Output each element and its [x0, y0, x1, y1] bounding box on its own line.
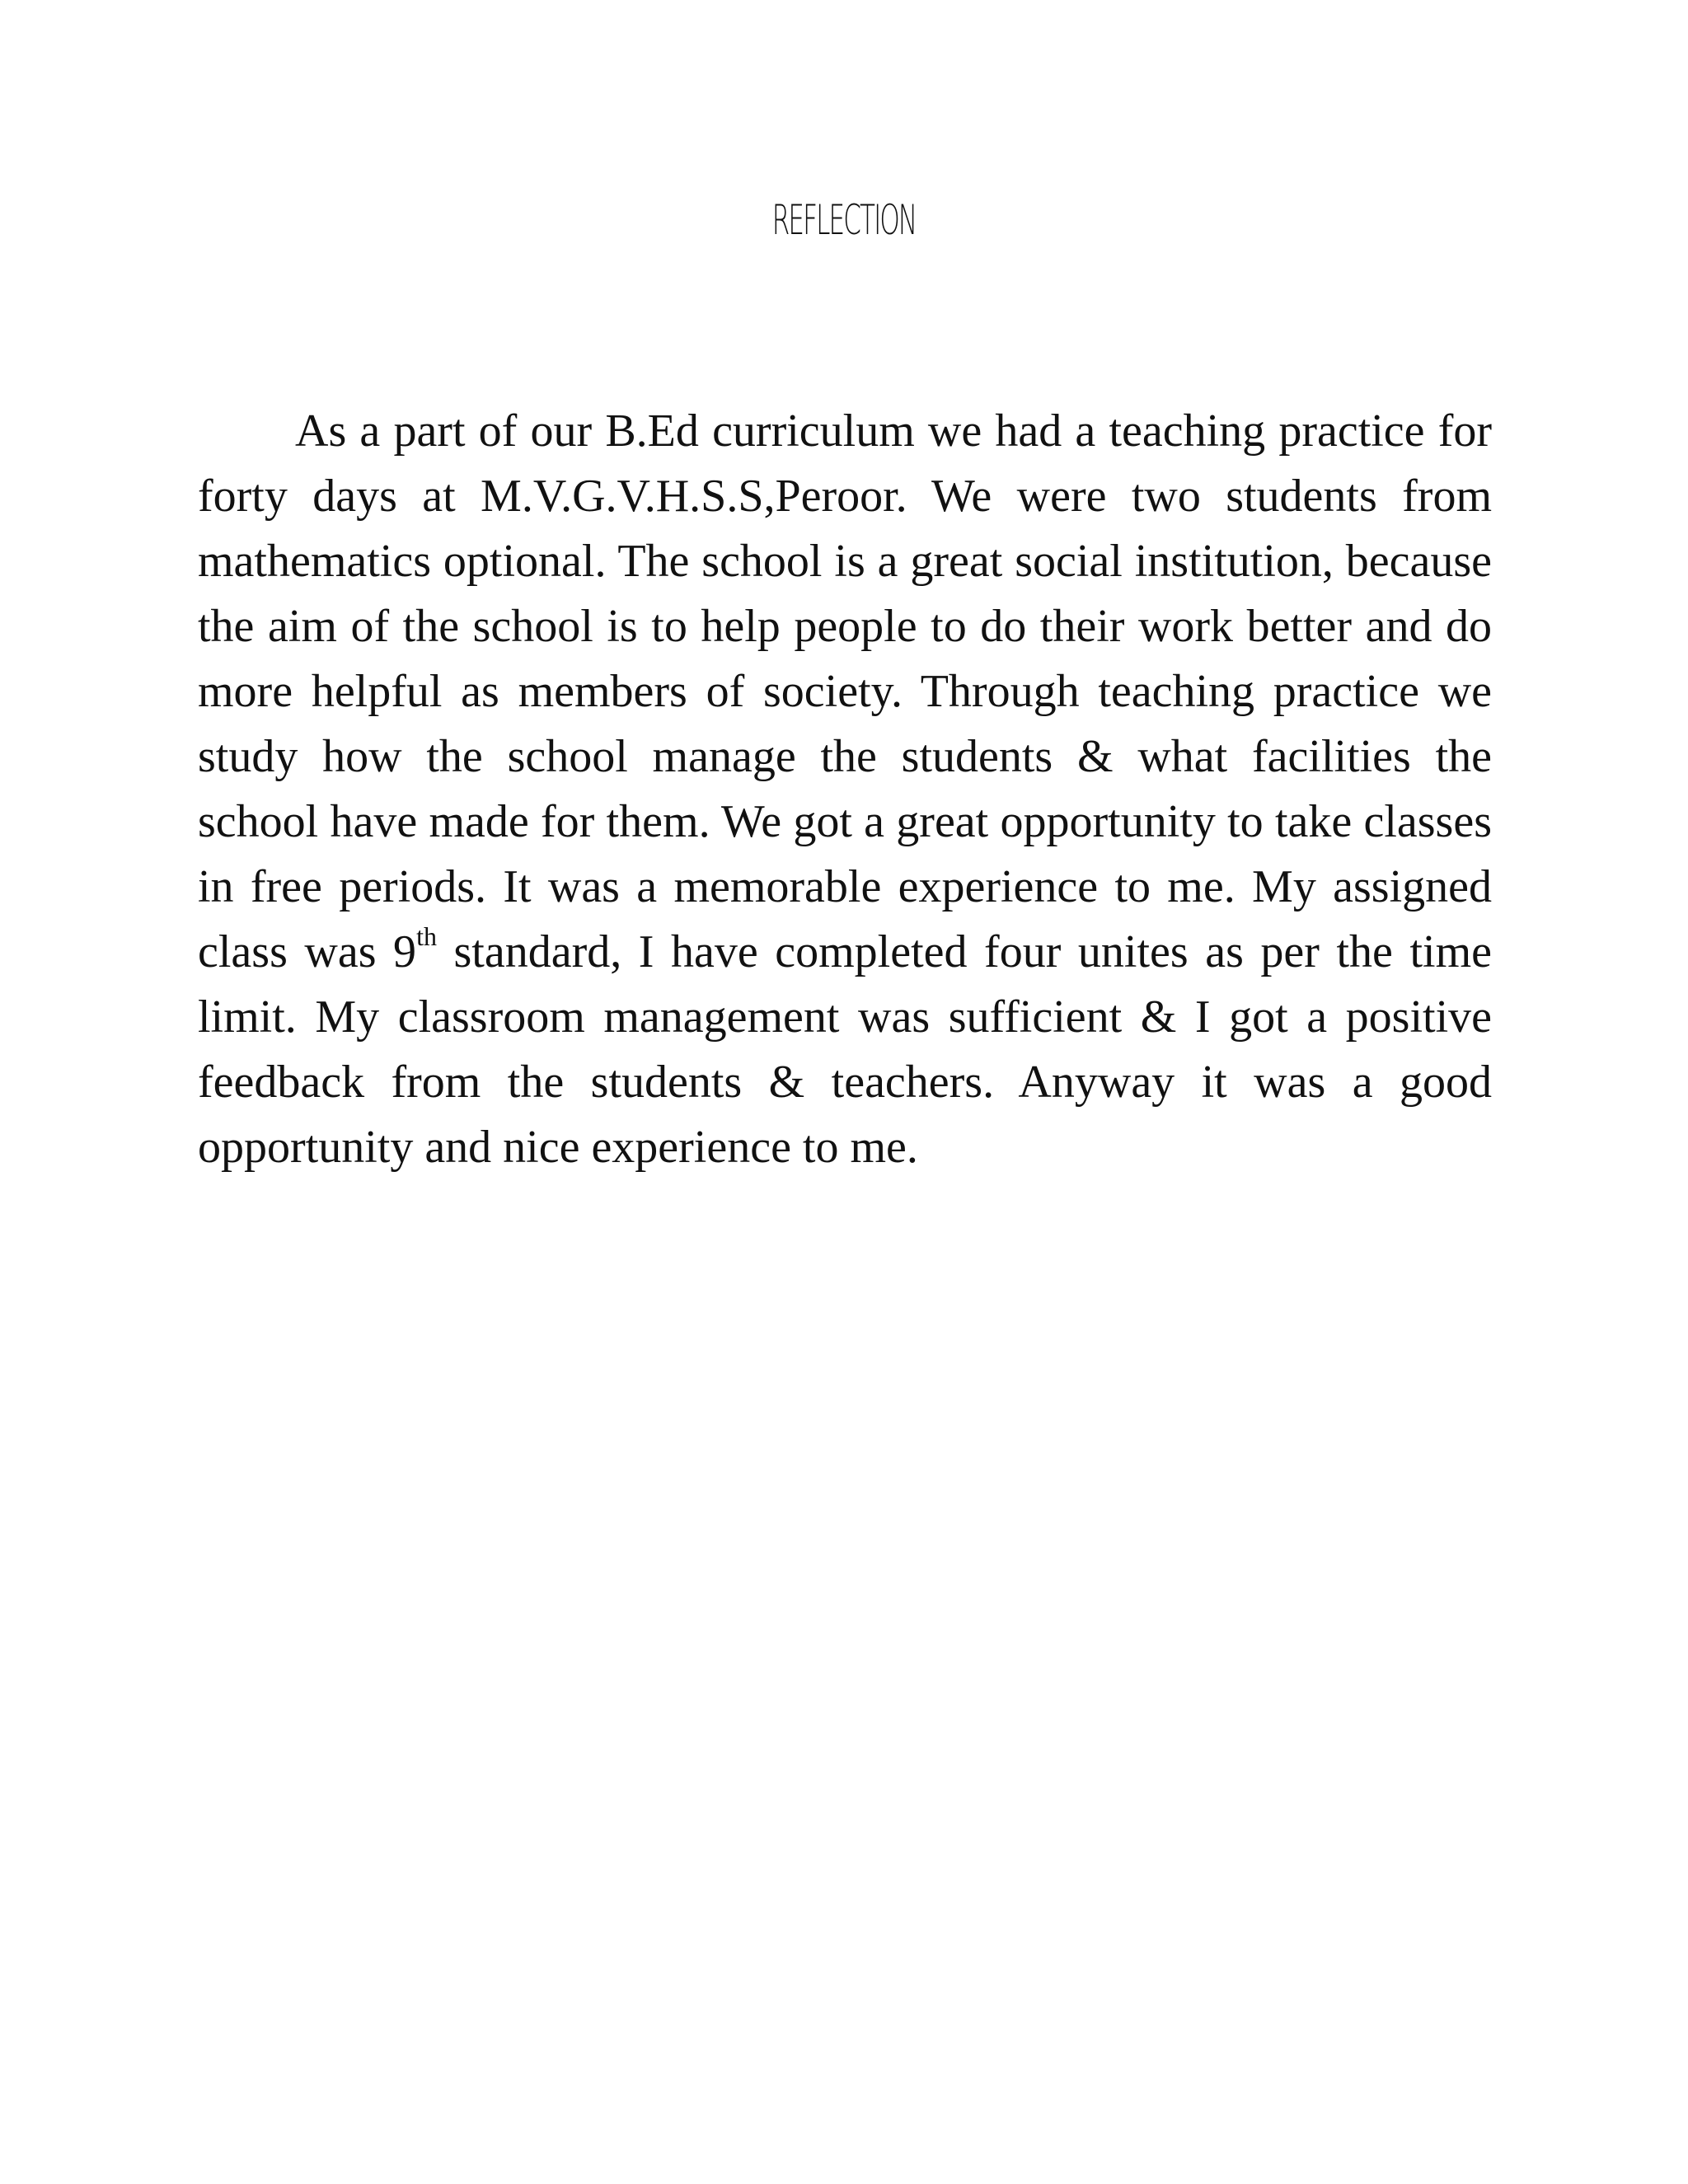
paragraph-text-part-2: standard, I have completed four unites as per the time limit. My classroom management was sufficient & I got a positive feedback from the students & teachers. Anyway it was a good opportunity and nice experience to me.	[198, 926, 1492, 1173]
reflection-paragraph	[198, 399, 1492, 1180]
page-title: REFLECTION	[771, 196, 917, 244]
paragraph-text-part-1: As a part of our B.Ed curriculum we had a teaching practice for forty days at M.V.G.V.H.S.S,Peroor. We were two students from mathematics optional. The school is a great social institution, because the aim of the school is to help people to do their work better and do more helpful as members of society. Through teaching practice we study how the school manage the students & what facilities the school have made for them. We got a great opportunity to take classes in free periods. It was a memorable experience to me. My assigned class was 9	[198, 405, 1492, 977]
ordinal-superscript: th	[416, 921, 437, 951]
